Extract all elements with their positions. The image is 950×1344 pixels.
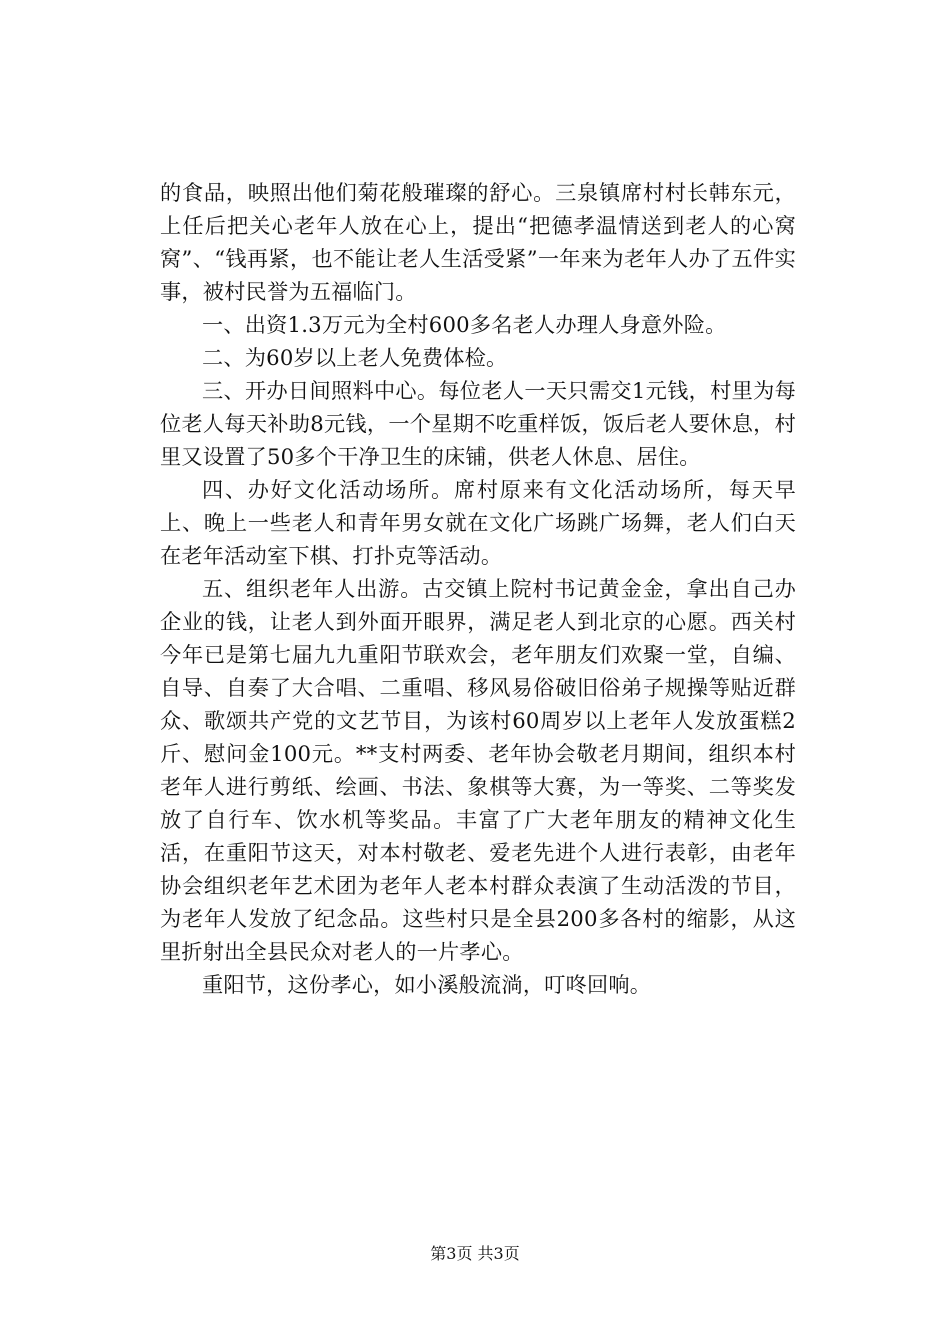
paragraph-6: 五、组织老年人出游。古交镇上院村书记黄金金，拿出自己办企业的钱，让老人到外面开眼界，满足老人到北京的心愿。西关村今年已是第七届九九重阳节联欢会，老年朋友们欢聚一堂，自编、自导、自奏了大合唱、二重唱、移风易俗破旧俗弟子规操等贴近群众、歌颂共产党的文艺节目，为该村60周岁以上老年人发放蛋糕2斤、慰问金100元。**支村两委、老年协会敬老月期间，组织本村老年人进行剪纸、绘画、书法、象棋等大赛，为一等奖、二等奖发放了自行车、饮水机等奖品。丰富了广大老年朋友的精神文化生活，在重阳节这天，对本村敬老、爱老先进个人进行表彰，由老年协会组织老年艺术团为老年人老本村群众表演了生动活泼的节目，为老年人发放了纪念品。这些村只是全县200多各村的缩影，从这里折射出全县民众对老人的一片孝心。 bbox=[160, 576, 796, 964]
paragraph-3: 二、为60岁以上老人免费体检。 bbox=[202, 345, 508, 370]
page-footer: 第3页 共3页 bbox=[430, 1244, 520, 1263]
paragraph-5: 四、办好文化活动场所。席村原来有文化活动场所，每天早上、晚上一些老人和青年男女就在文化广场跳广场舞，老人们白天在老年活动室下棋、打扑克等活动。 bbox=[160, 477, 796, 568]
document-body bbox=[160, 176, 796, 1001]
paragraph-2: 一、出资1.3万元为全村600多名老人办理人身意外险。 bbox=[202, 312, 727, 337]
paragraph-7: 重阳节，这份孝心，如小溪般流淌，叮咚回响。 bbox=[202, 972, 652, 997]
paragraph-4: 三、开办日间照料中心。每位老人一天只需交1元钱，村里为每位老人每天补助8元钱，一个星期不吃重样饭，饭后老人要休息，村里又设置了50多个干净卫生的床铺，供老人休息、居住。 bbox=[160, 378, 796, 469]
paragraph-1: 的食品，映照出他们菊花般璀璨的舒心。三泉镇席村村长韩东元，上任后把关心老年人放在心上，提出“把德孝温情送到老人的心窝窝”、“钱再紧，也不能让老人生活受紧”一年来为老年人办了五件实事，被村民誉为五福临门。 bbox=[160, 180, 796, 304]
